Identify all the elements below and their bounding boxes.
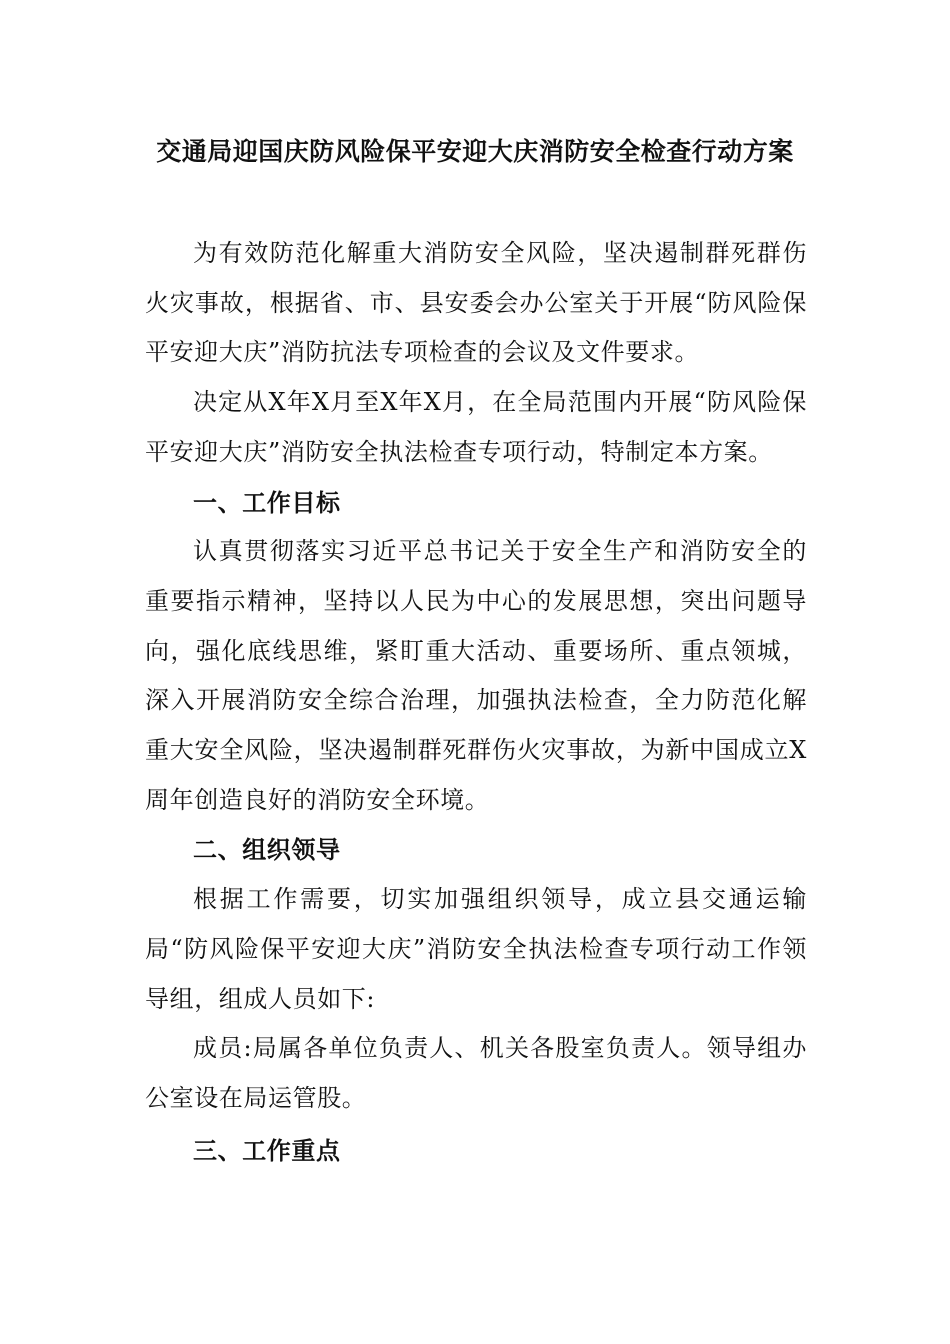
section-3-heading: 三、工作重点 xyxy=(193,1135,341,1165)
intro-paragraph-2: 决定从X年X月至X年X月，在全局范围内开展“防风险保平安迎大庆”消防安全执法检查专项行动，特制定本方案。 xyxy=(145,388,807,466)
section-2-heading: 二、组织领导 xyxy=(193,835,341,865)
document-title: 交通局迎国庆防风险保平安迎大庆消防安全检查行动方案 xyxy=(156,137,794,166)
section-1-heading: 一、工作目标 xyxy=(193,487,341,517)
section-1-paragraph: 认真贯彻落实习近平总书记关于安全生产和消防安全的重要指示精神，坚持以人民为中心的发展思想，突出问题导向，强化底线思维，紧盯重大活动、重要场所、重点领城，深入开展消防安全综合治理，加强执法检查，全力防范化解重大安全风险，坚决遏制群死群伤火灾事故，为新中国成立X周年创造良好的消防安全环境。 xyxy=(145,537,807,814)
section-2-paragraph-1: 根据工作需要，切实加强组织领导，成立县交通运输局“防风险保平安迎大庆”消防安全执法检查专项行动工作领导组，组成人员如下: xyxy=(145,885,807,1013)
intro-paragraph-1: 为有效防范化解重大消防安全风险，坚决遏制群死群伤火灾事故，根据省、市、县安委会办公室关于开展“防风险保平安迎大庆”消防抗法专项检查的会议及文件要求。 xyxy=(145,239,807,367)
section-2-paragraph-2: 成员:局属各单位负责人、机关各股室负责人。领导组办公室设在局运管股。 xyxy=(145,1034,807,1112)
document-body xyxy=(145,229,807,1175)
